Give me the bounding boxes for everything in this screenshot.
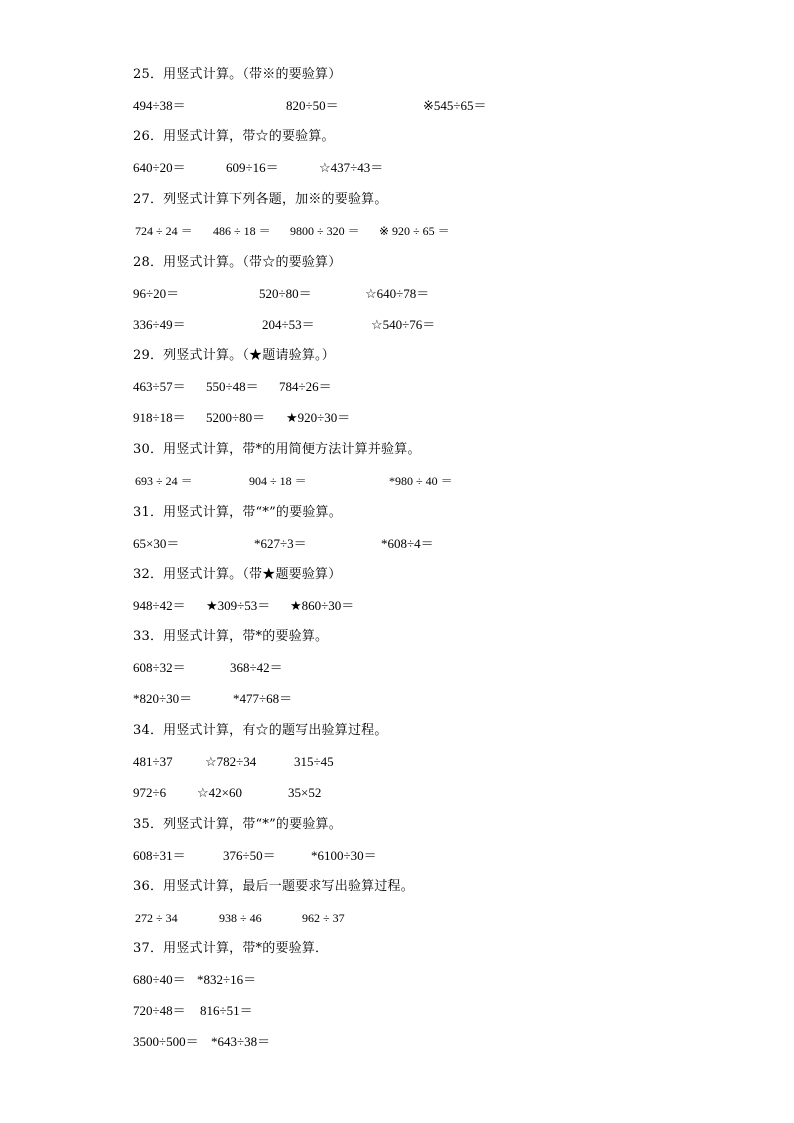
problem: ☆540÷76＝	[371, 317, 436, 332]
problem: *832÷16＝	[197, 972, 257, 987]
problem: 938 ÷ 46	[219, 911, 262, 925]
problem: 550÷48＝	[206, 379, 259, 394]
problem: ☆640÷78＝	[365, 286, 430, 301]
problem: 481÷37	[133, 754, 173, 769]
problem: 816÷51＝	[200, 1003, 253, 1018]
problem: 494÷38＝	[133, 98, 186, 113]
problem: *980 ÷ 40 ＝	[389, 474, 453, 488]
problem: ☆42×60	[197, 785, 242, 800]
problem: 609÷16＝	[226, 160, 279, 175]
question-title: 29．列竖式计算。（★题请验算。）	[133, 348, 335, 363]
question-title: 32．用竖式计算。（带★题要验算）	[133, 567, 342, 582]
problem: 272 ÷ 34	[135, 911, 178, 925]
problem: *608÷4＝	[381, 536, 434, 551]
problem: ☆782÷34	[205, 754, 257, 769]
problem: 3500÷500＝	[133, 1034, 199, 1049]
question-title: 30．用竖式计算，带*的用简便方法计算并验算。	[133, 442, 421, 457]
problem: 5200÷80＝	[206, 410, 266, 425]
problem: 9800 ÷ 320 ＝	[290, 224, 360, 238]
problem: *820÷30＝	[133, 691, 193, 706]
problem: 820÷50＝	[286, 98, 339, 113]
problem: 368÷42＝	[230, 660, 283, 675]
problem: 463÷57＝	[133, 379, 186, 394]
problem: 608÷31＝	[133, 848, 186, 863]
problem: 720÷48＝	[133, 1003, 186, 1018]
question-title: 28．用竖式计算。（带☆的要验算）	[133, 255, 342, 270]
problem: 336÷49＝	[133, 317, 186, 332]
problem: 680÷40＝	[133, 972, 186, 987]
problem: 65×30＝	[133, 536, 180, 551]
problem: ★860÷30＝	[290, 598, 355, 613]
problem: 608÷32＝	[133, 660, 186, 675]
question-title: 34．用竖式计算，有☆的题写出验算过程。	[133, 723, 388, 738]
problem: 972÷6	[133, 785, 167, 800]
problem: *627÷3＝	[254, 536, 307, 551]
question-title: 37．用竖式计算，带*的要验算．	[133, 941, 329, 956]
question-title: 27．列竖式计算下列各题，加※的要验算。	[133, 192, 388, 207]
problem: ★309÷53＝	[206, 598, 271, 613]
problem: 693 ÷ 24 ＝	[135, 474, 193, 488]
problem: *643÷38＝	[211, 1034, 271, 1049]
question-title: 25．用竖式计算。（带※的要验算）	[133, 67, 342, 82]
problem: 918÷18＝	[133, 410, 186, 425]
question-title: 31．用竖式计算，带“*”的要验算。	[133, 505, 342, 520]
problem: 204÷53＝	[262, 317, 315, 332]
problem: 96÷20＝	[133, 286, 180, 301]
problem: 962 ÷ 37	[302, 911, 345, 925]
problem: ★920÷30＝	[286, 410, 351, 425]
problem: 486 ÷ 18 ＝	[213, 224, 271, 238]
problem: 904 ÷ 18 ＝	[249, 474, 307, 488]
problem: 35×52	[288, 785, 322, 800]
question-title: 26．用竖式计算，带☆的要验算。	[133, 129, 335, 144]
problem: ☆437÷43＝	[319, 160, 384, 175]
question-title: 36．用竖式计算，最后一题要求写出验算过程。	[133, 879, 414, 894]
problem: *6100÷30＝	[311, 848, 377, 863]
problem: 376÷50＝	[223, 848, 276, 863]
problem: 784÷26＝	[279, 379, 332, 394]
problem: 724 ÷ 24 ＝	[135, 224, 193, 238]
question-title: 33．用竖式计算，带*的要验算。	[133, 629, 329, 644]
problem: 520÷80＝	[259, 286, 312, 301]
problem: 640÷20＝	[133, 160, 186, 175]
problem: ※545÷65＝	[423, 98, 487, 113]
problem: *477÷68＝	[233, 691, 293, 706]
problem: ※ 920 ÷ 65 ＝	[379, 224, 450, 238]
question-title: 35．列竖式计算，带“*”的要验算。	[133, 817, 342, 832]
problem: 315÷45	[294, 754, 334, 769]
problem: 948÷42＝	[133, 598, 186, 613]
